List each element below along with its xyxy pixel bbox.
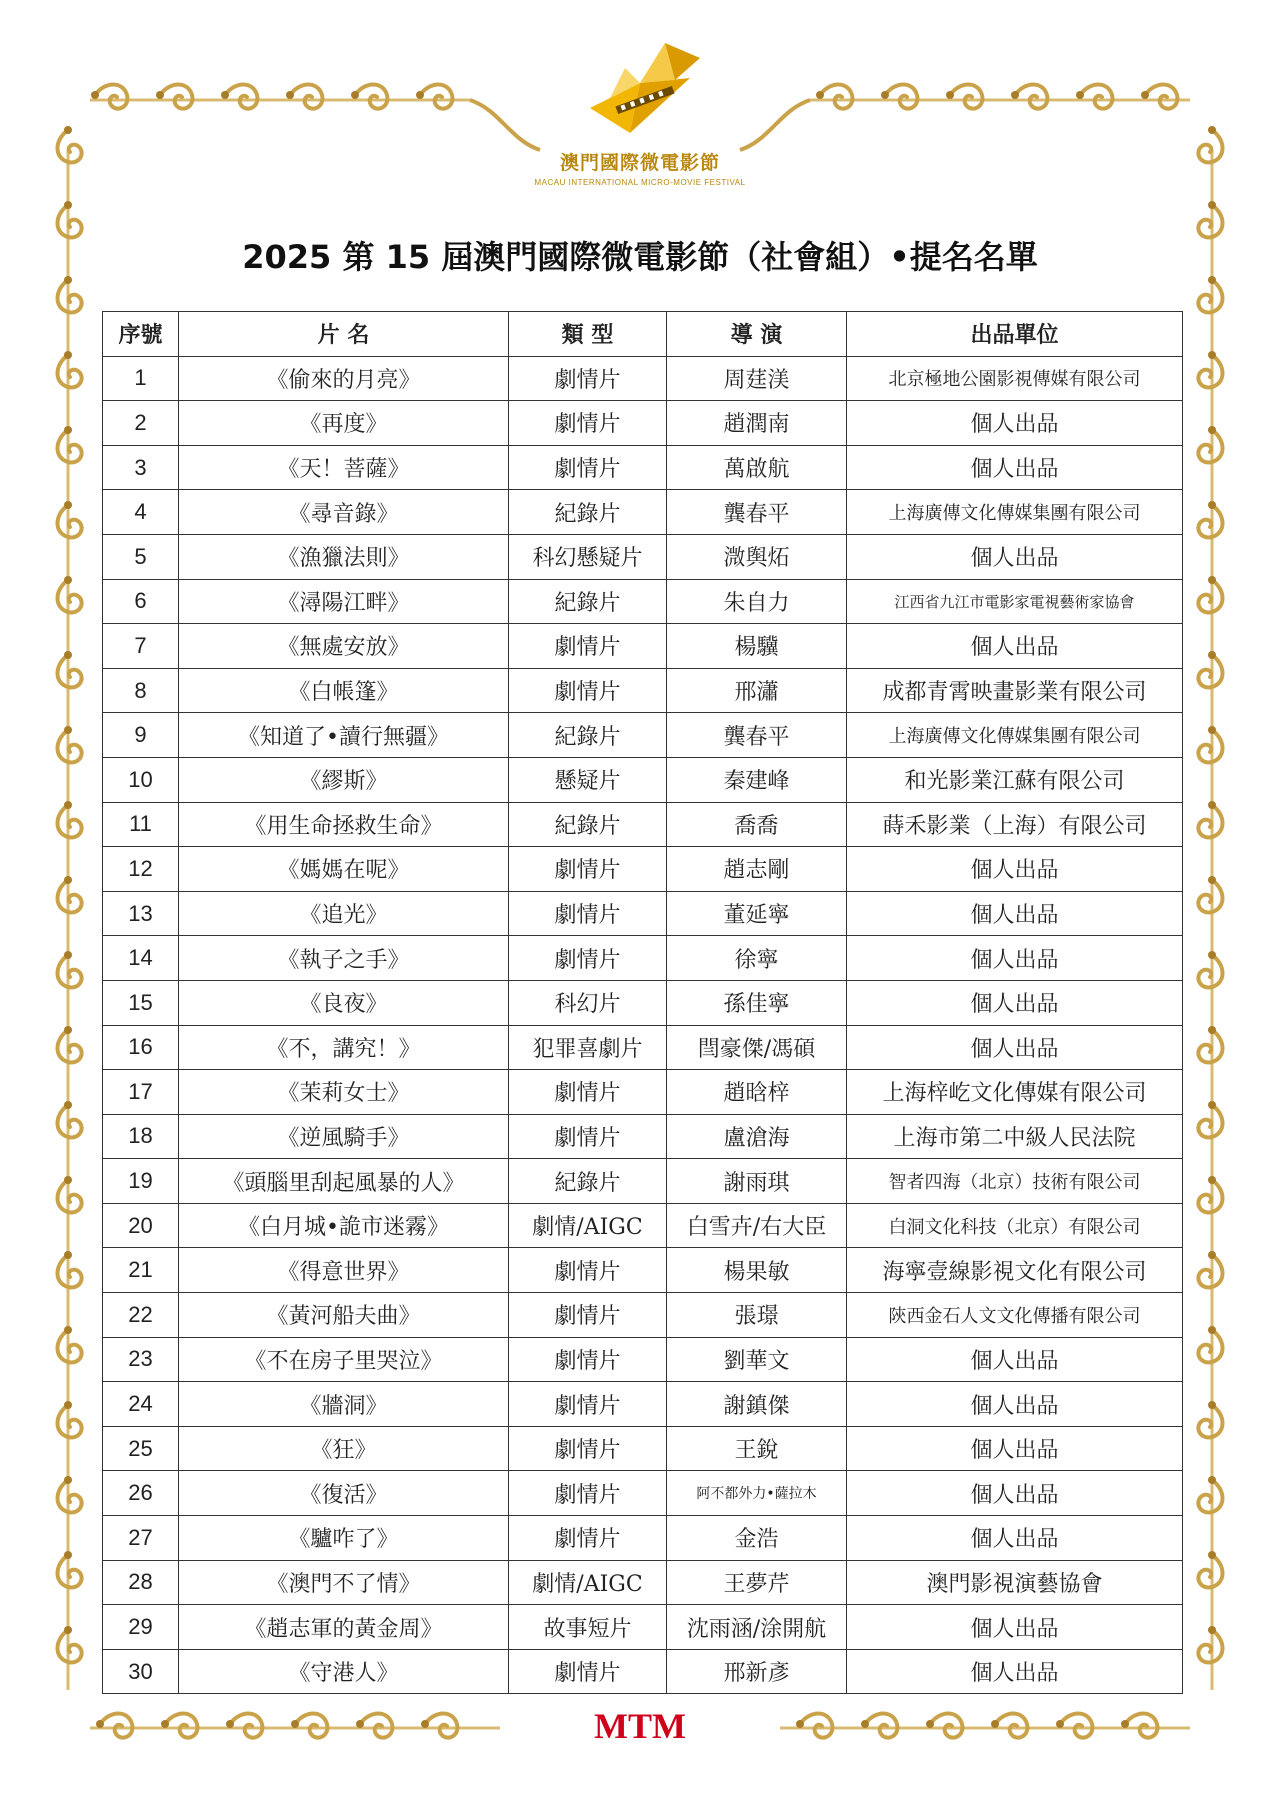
origami-bird-icon: [570, 38, 710, 148]
cell-director: 萬啟航: [667, 445, 847, 490]
cell-director: 喬喬: [667, 802, 847, 847]
cell-title: 《漁獵法則》: [179, 534, 509, 579]
cell-title: 《天！菩薩》: [179, 445, 509, 490]
cell-director: 邢新彥: [667, 1649, 847, 1694]
cell-title: 《驢咋了》: [179, 1516, 509, 1561]
table-row: [103, 401, 1183, 446]
header-director: 導 演: [667, 312, 847, 357]
cell-director: 孫佳寧: [667, 980, 847, 1025]
cell-genre: 懸疑片: [509, 757, 667, 802]
festival-name-en: MACAU INTERNATIONAL MICRO-MOVIE FESTIVAL: [534, 178, 746, 187]
cell-no: 23: [103, 1337, 179, 1382]
table-row: [103, 1114, 1183, 1159]
cell-no: 12: [103, 847, 179, 892]
table-row: [103, 624, 1183, 669]
table-row: [103, 1649, 1183, 1694]
cell-producer: 江西省九江市電影家電視藝術家協會: [847, 579, 1183, 624]
table-row: [103, 1159, 1183, 1204]
cell-no: 22: [103, 1293, 179, 1338]
cell-director: 盧滄海: [667, 1114, 847, 1159]
cell-director: 阿不都外力•薩拉木: [667, 1471, 847, 1516]
cell-director: 溦舆炻: [667, 534, 847, 579]
cell-genre: 紀錄片: [509, 1159, 667, 1204]
table-row: [103, 356, 1183, 401]
cell-director: 謝雨琪: [667, 1159, 847, 1204]
cell-genre: 故事短片: [509, 1605, 667, 1650]
table-header-row: [103, 312, 1183, 357]
cell-genre: 劇情片: [509, 1382, 667, 1427]
cell-director: 閆豪傑/馮碩: [667, 1025, 847, 1070]
cell-genre: 劇情片: [509, 936, 667, 981]
cell-director: 朱自力: [667, 579, 847, 624]
cell-title: 《得意世界》: [179, 1248, 509, 1293]
cell-no: 8: [103, 668, 179, 713]
cell-no: 28: [103, 1560, 179, 1605]
cell-title: 《復活》: [179, 1471, 509, 1516]
cell-director: 金浩: [667, 1516, 847, 1561]
cell-producer: 個人出品: [847, 1516, 1183, 1561]
cell-title: 《尋音錄》: [179, 490, 509, 535]
cell-director: 王夢芹: [667, 1560, 847, 1605]
cell-director: 邢瀟: [667, 668, 847, 713]
table-row: [103, 1471, 1183, 1516]
table-row: [103, 1025, 1183, 1070]
table-row: [103, 847, 1183, 892]
table-row: [103, 534, 1183, 579]
cell-producer: 上海梓屹文化傳媒有限公司: [847, 1070, 1183, 1115]
table-row: [103, 936, 1183, 981]
cell-producer: 個人出品: [847, 891, 1183, 936]
cell-genre: 劇情片: [509, 445, 667, 490]
cell-director: 趙志剛: [667, 847, 847, 892]
cell-title: 《良夜》: [179, 980, 509, 1025]
cell-no: 9: [103, 713, 179, 758]
cell-genre: 劇情片: [509, 356, 667, 401]
cell-genre: 劇情/AIGC: [509, 1203, 667, 1248]
cell-title: 《媽媽在呢》: [179, 847, 509, 892]
table-row: [103, 668, 1183, 713]
cell-title: 《狂》: [179, 1426, 509, 1471]
cell-director: 楊果敏: [667, 1248, 847, 1293]
festival-name-cn: 澳門國際微電影節: [559, 152, 720, 174]
cell-no: 2: [103, 401, 179, 446]
cell-title: 《茉莉女士》: [179, 1070, 509, 1115]
cell-genre: 劇情片: [509, 1516, 667, 1561]
cell-producer: 北京極地公園影視傳媒有限公司: [847, 356, 1183, 401]
cell-producer: 個人出品: [847, 1605, 1183, 1650]
table-row: [103, 445, 1183, 490]
cell-producer: 個人出品: [847, 1649, 1183, 1694]
table-row: [103, 757, 1183, 802]
table-row: [103, 1560, 1183, 1605]
table-row: [103, 891, 1183, 936]
cell-no: 18: [103, 1114, 179, 1159]
cell-no: 19: [103, 1159, 179, 1204]
cell-no: 20: [103, 1203, 179, 1248]
cell-producer: 個人出品: [847, 1337, 1183, 1382]
cell-producer: 個人出品: [847, 1025, 1183, 1070]
cell-genre: 劇情片: [509, 624, 667, 669]
cell-genre: 紀錄片: [509, 713, 667, 758]
table-row: [103, 1203, 1183, 1248]
cell-no: 5: [103, 534, 179, 579]
cell-producer: 白洞文化科技（北京）有限公司: [847, 1203, 1183, 1248]
cell-genre: 紀錄片: [509, 490, 667, 535]
header-title: 片 名: [179, 312, 509, 357]
cell-no: 30: [103, 1649, 179, 1694]
cell-title: 《繆斯》: [179, 757, 509, 802]
cell-title: 《黃河船夫曲》: [179, 1293, 509, 1338]
cell-producer: 蒔禾影業（上海）有限公司: [847, 802, 1183, 847]
cell-title: 《不在房子里哭泣》: [179, 1337, 509, 1382]
cell-producer: 上海市第二中級人民法院: [847, 1114, 1183, 1159]
cell-director: 徐寧: [667, 936, 847, 981]
cell-no: 16: [103, 1025, 179, 1070]
cell-genre: 紀錄片: [509, 802, 667, 847]
cell-genre: 犯罪喜劇片: [509, 1025, 667, 1070]
cell-genre: 劇情片: [509, 1248, 667, 1293]
cell-director: 白雪卉/右大臣: [667, 1203, 847, 1248]
cell-title: 《知道了•讀行無疆》: [179, 713, 509, 758]
cell-genre: 劇情片: [509, 1337, 667, 1382]
header-genre: 類 型: [509, 312, 667, 357]
cell-no: 21: [103, 1248, 179, 1293]
cell-no: 1: [103, 356, 179, 401]
cell-title: 《逆風騎手》: [179, 1114, 509, 1159]
cell-director: 王銳: [667, 1426, 847, 1471]
cell-title: 《用生命拯救生命》: [179, 802, 509, 847]
table-row: [103, 579, 1183, 624]
nomination-table: [102, 311, 1183, 1694]
table-row: [103, 1337, 1183, 1382]
table-row: [103, 980, 1183, 1025]
cell-genre: 劇情片: [509, 401, 667, 446]
cell-producer: 和光影業江蘇有限公司: [847, 757, 1183, 802]
cell-title: 《再度》: [179, 401, 509, 446]
cell-genre: 劇情片: [509, 1070, 667, 1115]
table-row: [103, 1070, 1183, 1115]
cell-producer: 上海廣傳文化傳媒集團有限公司: [847, 490, 1183, 535]
cell-director: 董延寧: [667, 891, 847, 936]
table-row: [103, 1516, 1183, 1561]
cell-producer: 個人出品: [847, 534, 1183, 579]
cell-genre: 劇情片: [509, 1426, 667, 1471]
cell-director: 張璟: [667, 1293, 847, 1338]
cell-director: 龔春平: [667, 490, 847, 535]
cell-title: 《不，講究！》: [179, 1025, 509, 1070]
cell-no: 6: [103, 579, 179, 624]
header-producer: 出品單位: [847, 312, 1183, 357]
cell-genre: 劇情片: [509, 891, 667, 936]
cell-producer: 陝西金石人文文化傳播有限公司: [847, 1293, 1183, 1338]
cell-genre: 劇情片: [509, 1471, 667, 1516]
table-row: [103, 1605, 1183, 1650]
cell-no: 13: [103, 891, 179, 936]
cell-genre: 紀錄片: [509, 579, 667, 624]
cell-title: 《守港人》: [179, 1649, 509, 1694]
cell-title: 《牆洞》: [179, 1382, 509, 1427]
cell-no: 7: [103, 624, 179, 669]
cell-producer: 個人出品: [847, 980, 1183, 1025]
cell-no: 11: [103, 802, 179, 847]
cell-title: 《追光》: [179, 891, 509, 936]
cell-no: 15: [103, 980, 179, 1025]
footer-logo-mtm: MTM: [594, 1706, 686, 1746]
cell-director: 趙晗梓: [667, 1070, 847, 1115]
table-row: [103, 802, 1183, 847]
cell-title: 《偷來的月亮》: [179, 356, 509, 401]
cell-producer: 成都青霄映畫影業有限公司: [847, 668, 1183, 713]
cell-director: 秦建峰: [667, 757, 847, 802]
cell-title: 《趙志軍的黃金周》: [179, 1605, 509, 1650]
cell-genre: 劇情片: [509, 1649, 667, 1694]
cell-no: 29: [103, 1605, 179, 1650]
cell-no: 17: [103, 1070, 179, 1115]
table-row: [103, 713, 1183, 758]
cell-no: 14: [103, 936, 179, 981]
table-row: [103, 1426, 1183, 1471]
cell-title: 《潯陽江畔》: [179, 579, 509, 624]
cell-producer: 上海廣傳文化傳媒集團有限公司: [847, 713, 1183, 758]
cell-producer: 個人出品: [847, 1426, 1183, 1471]
page-title: 2025 第 15 屆澳門國際微電影節（社會組）•提名名單: [242, 238, 1038, 276]
table-row: [103, 1248, 1183, 1293]
cell-director: 劉華文: [667, 1337, 847, 1382]
festival-logo: [520, 38, 760, 208]
cell-producer: 個人出品: [847, 624, 1183, 669]
cell-producer: 個人出品: [847, 847, 1183, 892]
table-row: [103, 1382, 1183, 1427]
cell-director: 龔春平: [667, 713, 847, 758]
cell-producer: 海寧壹線影視文化有限公司: [847, 1248, 1183, 1293]
cell-title: 《澳門不了情》: [179, 1560, 509, 1605]
cell-no: 4: [103, 490, 179, 535]
header-no: 序號: [103, 312, 179, 357]
cell-no: 25: [103, 1426, 179, 1471]
cell-title: 《無處安放》: [179, 624, 509, 669]
cell-title: 《白帳篷》: [179, 668, 509, 713]
cell-genre: 科幻片: [509, 980, 667, 1025]
cell-title: 《頭腦里刮起風暴的人》: [179, 1159, 509, 1204]
cell-genre: 劇情/AIGC: [509, 1560, 667, 1605]
cell-producer: 個人出品: [847, 1382, 1183, 1427]
cell-producer: 澳門影視演藝協會: [847, 1560, 1183, 1605]
cell-director: 趙潤南: [667, 401, 847, 446]
cell-director: 楊驥: [667, 624, 847, 669]
cell-producer: 智者四海（北京）技術有限公司: [847, 1159, 1183, 1204]
cell-genre: 劇情片: [509, 1114, 667, 1159]
cell-genre: 科幻懸疑片: [509, 534, 667, 579]
cell-director: 沈雨涵/涂開航: [667, 1605, 847, 1650]
cell-genre: 劇情片: [509, 847, 667, 892]
table-row: [103, 1293, 1183, 1338]
table-row: [103, 490, 1183, 535]
cell-producer: 個人出品: [847, 1471, 1183, 1516]
cell-no: 27: [103, 1516, 179, 1561]
cell-director: 謝鎮傑: [667, 1382, 847, 1427]
cell-producer: 個人出品: [847, 401, 1183, 446]
cell-no: 24: [103, 1382, 179, 1427]
cell-no: 10: [103, 757, 179, 802]
cell-no: 3: [103, 445, 179, 490]
cell-title: 《執子之手》: [179, 936, 509, 981]
cell-director: 周莛渼: [667, 356, 847, 401]
cell-genre: 劇情片: [509, 1293, 667, 1338]
cell-genre: 劇情片: [509, 668, 667, 713]
cell-producer: 個人出品: [847, 445, 1183, 490]
cell-title: 《白月城•詭市迷霧》: [179, 1203, 509, 1248]
cell-no: 26: [103, 1471, 179, 1516]
cell-producer: 個人出品: [847, 936, 1183, 981]
